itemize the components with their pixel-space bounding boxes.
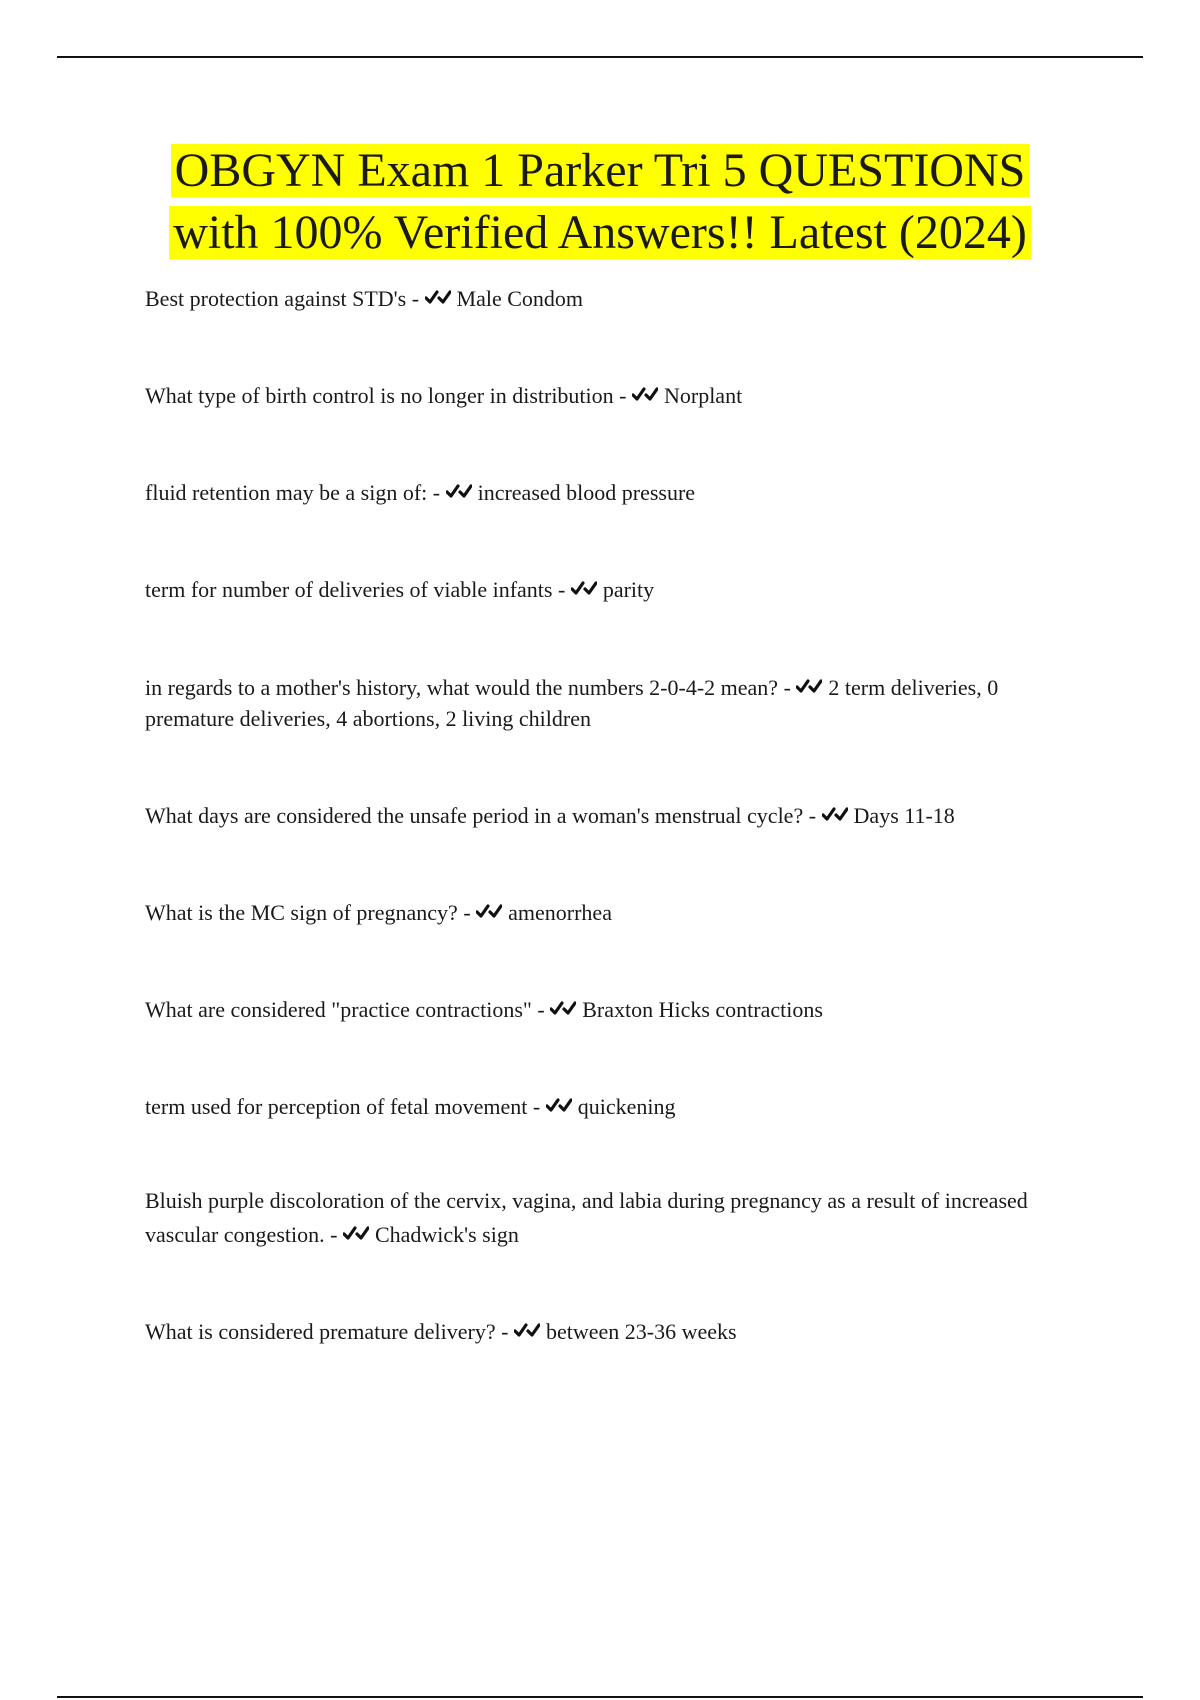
qa-item: What type of birth control is no longer in distribution - Norplant xyxy=(145,383,743,408)
qa-item: What is the MC sign of pregnancy? - amenorrhea xyxy=(145,900,612,925)
double-checkmark-icon xyxy=(476,901,502,923)
answer-text: 2 term deliveries, 0 premature deliveries, 4 abortions, 2 living children xyxy=(145,675,999,731)
question-text: term used for perception of fetal movement xyxy=(145,1094,528,1119)
answer-text: Braxton Hicks contractions xyxy=(582,997,823,1022)
bottom-rule xyxy=(57,1696,1143,1698)
qa-item: term used for perception of fetal movement - quickening xyxy=(145,1094,676,1119)
qa-item: What days are considered the unsafe period in a woman's menstrual cycle? - Days 11-18 xyxy=(145,803,955,828)
double-checkmark-icon xyxy=(343,1223,369,1245)
question-text: term for number of deliveries of viable infants xyxy=(145,577,553,602)
question-text: fluid retention may be a sign of: xyxy=(145,480,428,505)
document-title xyxy=(0,140,1200,264)
answer-text: increased blood pressure xyxy=(477,480,696,505)
double-checkmark-icon xyxy=(425,287,451,309)
answer-text: Chadwick's sign xyxy=(374,1222,519,1247)
double-checkmark-icon xyxy=(796,676,822,698)
question-text: Bluish purple discoloration of the cervix, vagina, and labia during pregnancy as a result of increased vascular congestion. xyxy=(145,1188,1028,1247)
answer-text: between 23-36 weeks xyxy=(545,1319,737,1344)
qa-item: fluid retention may be a sign of: - increased blood pressure xyxy=(145,480,696,505)
answer-text: Days 11-18 xyxy=(853,803,955,828)
double-checkmark-icon xyxy=(514,1320,540,1342)
double-checkmark-icon xyxy=(446,481,472,503)
qa-item: in regards to a mother's history, what would the numbers 2-0-4-2 mean? - 2 term deliveries, 0 premature deliveries, 4 abortions, 2 living children xyxy=(145,675,999,731)
question-text: in regards to a mother's history, what would the numbers 2-0-4-2 mean? xyxy=(145,675,779,700)
question-text: What is considered premature delivery? xyxy=(145,1319,496,1344)
double-checkmark-icon xyxy=(632,384,658,406)
qa-item: Best protection against STD's - Male Condom xyxy=(145,286,584,311)
answer-text: Male Condom xyxy=(456,286,584,311)
question-text: What is the MC sign of pregnancy? xyxy=(145,900,458,925)
qa-item: What are considered "practice contractions" - Braxton Hicks contractions xyxy=(145,997,823,1022)
answer-text: parity xyxy=(602,577,655,602)
title-line-2: with 100% Verified Answers!! Latest (2024) xyxy=(169,206,1031,259)
answer-text: quickening xyxy=(577,1094,676,1119)
qa-item: What is considered premature delivery? - between 23-36 weeks xyxy=(145,1319,737,1344)
question-text: Best protection against STD's xyxy=(145,286,407,311)
question-text: What type of birth control is no longer in distribution xyxy=(145,383,614,408)
question-text: What days are considered the unsafe period in a woman's menstrual cycle? xyxy=(145,803,804,828)
title-line-1: OBGYN Exam 1 Parker Tri 5 QUESTIONS xyxy=(171,144,1030,197)
qa-item: Bluish purple discoloration of the cervix, vagina, and labia during pregnancy as a result of increased vascular congestion. - Chadwick's sign xyxy=(145,1188,1028,1247)
answer-text: amenorrhea xyxy=(508,900,612,925)
answer-text: Norplant xyxy=(663,383,743,408)
qa-item: term for number of deliveries of viable infants - parity xyxy=(145,577,655,602)
question-text: What are considered "practice contractions" xyxy=(145,997,532,1022)
double-checkmark-icon xyxy=(550,998,576,1020)
double-checkmark-icon xyxy=(546,1095,572,1117)
double-checkmark-icon xyxy=(822,804,848,826)
double-checkmark-icon xyxy=(571,578,597,600)
top-rule xyxy=(57,56,1143,58)
